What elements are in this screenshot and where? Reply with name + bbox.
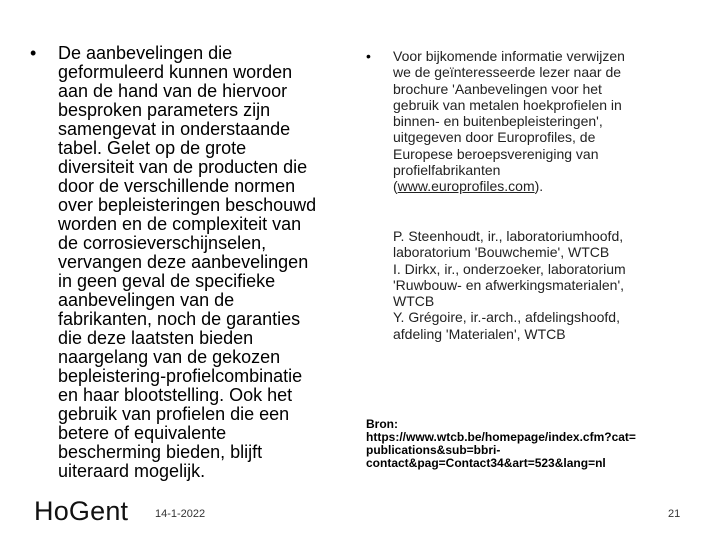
authors-paragraph: P. Steenhoudt, ir., laboratoriumhoofd, laboratorium 'Bouwchemie', WTCB I. Dirkx, ir., onderzoeker, laboratorium 'Ruwbouw- en afwerkingsmaterialen', WTCB Y. Grégoire, ir.-arch., afdelingshoofd, afdeling 'Materialen', WTCB — [393, 228, 626, 342]
more-info-paragraph — [393, 48, 693, 195]
europrofiles-link[interactable]: www.europrofiles.com — [397, 178, 535, 195]
more-info-text: Voor bijkomende informatie verwijzen we de geïnteresseerde lezer naar de brochure 'Aanbevelingen voor het gebruik van metalen hoekprofielen in binnen- en buitenbepleisteringen', uitgegeven door Europrofiles, de Europese beroepsvereniging van profielfabrikanten ( — [393, 48, 625, 195]
recommendations-paragraph: De aanbevelingen die geformuleerd kunnen worden aan de hand van de hiervoor besproken parameters zijn samengevat in onderstaande tabel. Gelet op de grote diversiteit van de producten die door de verschillende normen over bepleisteringen beschouwd worden en de complexiteit van de corrosieverschijnselen, vervangen deze aanbevelingen in geen geval de specifieke aanbevelingen van de fabrikanten, noch de garanties die deze laatsten bieden naargelang van de gekozen bepleistering-profielcombinatie en haar blootstelling. Ook het gebruik van profielen die een betere of equivalente bescherming bieden, blijft uiteraard mogelijk. — [58, 43, 317, 481]
hogent-logo: HoGent — [34, 496, 129, 526]
more-info-end: ). — [534, 178, 544, 195]
page-number: 21 — [668, 508, 681, 520]
bullet-icon: • — [366, 48, 371, 64]
source-citation: Bron: https://www.wtcb.be/homepage/index.cfm?cat= publications&sub=bbri- contact&pag=Contact34&art=523&lang=nl — [366, 417, 636, 470]
slide-date: 14-1-2022 — [155, 508, 206, 520]
bullet-icon: • — [30, 43, 37, 63]
